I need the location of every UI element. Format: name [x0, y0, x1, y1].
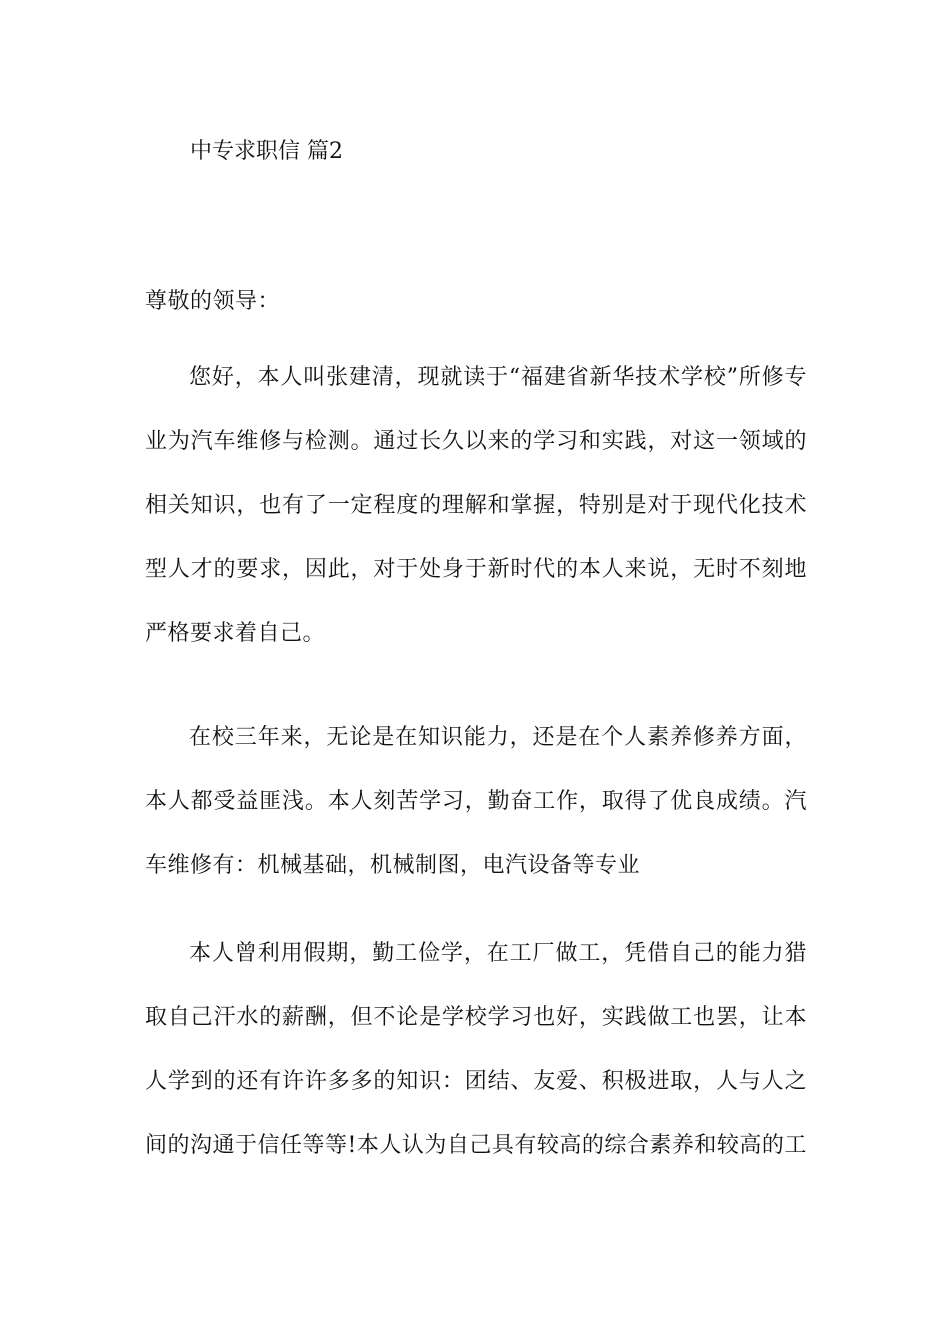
body-paragraph-2: 在校三年来，无论是在知识能力，还是在个人素养修养方面，本人都受益匪浅。本人刻苦学习，勤奋工作，取得了优良成绩。汽车维修有：机械基础，机械制图，电汽设备等专业	[145, 725, 807, 878]
body-paragraph-3: 本人曾利用假期，勤工俭学，在工厂做工，凭借自己的能力猎取自己汗水的薪酬，但不论是学校学习也好，实践做工也罢，让本人学到的还有许许多多的知识：团结、友爱、积极进取，人与人之间的沟通于信任等等!本人认为自己具有较高的综合素养和较高的工	[145, 941, 807, 1158]
document-title: 中专求职信 篇2	[190, 139, 343, 164]
body-paragraph-1: 您好，本人叫张建清，现就读于“福建省新华技术学校”所修专业为汽车维修与检测。通过长久以来的学习和实践，对这一领域的相关知识，也有了一定程度的理解和掌握，特别是对于现代化技术型人才的要求，因此，对于处身于新时代的本人来说，无时不刻地严格要求着自己。	[145, 365, 807, 646]
salutation: 尊敬的领导：	[145, 289, 281, 314]
